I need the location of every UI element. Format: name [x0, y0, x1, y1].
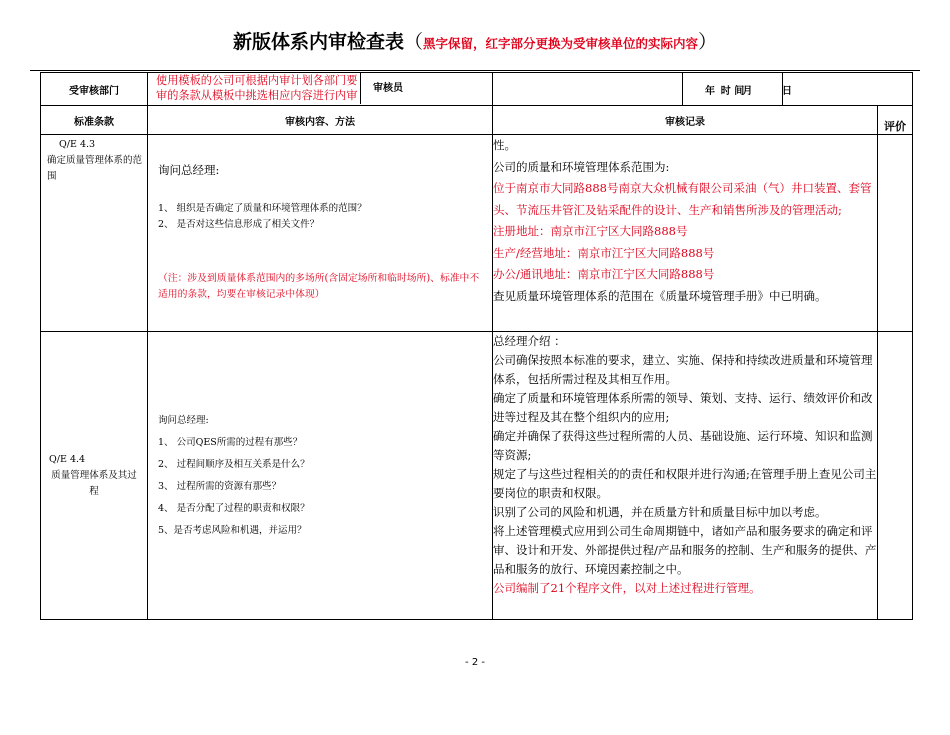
dept-value[interactable] [148, 73, 493, 106]
record-line: 规定了与这些过程相关的的责任和权限并进行沟通;在管理手册上查见公司主要岗位的职责和权限。 [493, 467, 877, 500]
record-line: 公司编制了21个程序文件，以对上述过程进行管理。 [493, 581, 761, 595]
record-cell[interactable] [493, 332, 878, 620]
record-line: 总经理介绍 ： [493, 334, 566, 348]
list-item: 3、 过程所需的资源有那些？ [158, 480, 282, 492]
top-rule [30, 70, 920, 71]
eval-cell[interactable] [878, 135, 913, 332]
record-line: 将上述管理模式应用到公司生命周期链中，诸如产品和服务要求的确定和评审、设计和开发、外部提供过程/产品和服务的控制、生产和服务的提供、产品和服务的放行、环境因素控制之中。 [493, 524, 877, 576]
date-month: 月 [742, 85, 753, 97]
date-year: 年 [705, 85, 715, 97]
note-text: （注：涉及到质量体系范围内的多场所(含固定场所和临时场所)、标准中不适用的条款，均要在审核记录中体现） [158, 273, 480, 300]
clause-code: Q/E 4.4 [49, 453, 86, 465]
record-line: 查见质量环境管理体系的范围在《质量环境管理手册》中已明确。 [493, 288, 827, 303]
clause-cell [41, 332, 148, 620]
date-day: 日 [781, 85, 792, 97]
auditor-value[interactable] [493, 73, 683, 106]
col-content: 审核内容、方法 [148, 106, 493, 135]
list-item: 1、 公司QES所需的过程有那些？ [158, 436, 303, 448]
list-item: 5、是否考虑风险和机遇，并运用？ [158, 524, 307, 536]
ask-line: 询问总经理: [158, 414, 209, 426]
table-row [41, 332, 913, 620]
col-record: 审核记录 [493, 106, 878, 135]
record-line: 性。 [493, 138, 516, 152]
record-line: 识别了公司的风险和机遇，并在质量方针和质量目标中加以考虑。 [493, 505, 827, 519]
clause-cell [41, 135, 148, 332]
time-label: 时 间 [683, 73, 783, 106]
audit-checklist-table [40, 72, 913, 620]
ask-line: 询问总经理: [158, 163, 220, 177]
page-number: - 2 - [465, 657, 485, 668]
title-open-paren: （ [403, 31, 423, 53]
list-item: 2、 是否对这些信息形成了相关文件？ [158, 219, 320, 230]
title-main: 新版体系内审检查表 [232, 31, 404, 53]
dept-value-line1: 使用模板的公司可根据内审计划各部门要 [156, 74, 358, 87]
dept-value-line2: 审的条款从模板中挑选相应内容进行内审 [156, 89, 358, 102]
record-line: 确定了质量和环境管理体系所需的领导、策划、支持、运行、绩效评价和改进等过程及其在整个组织内的应用; [493, 391, 873, 424]
record-line: 位于南京市大同路888号南京大众机械有限公司采油（气）井口装置、套管头、节流压井管汇及钻采配件的设计、生产和销售所涉及的管理活动; [493, 181, 872, 217]
record-line: 注册地址：南京市江宁区大同路888号 [493, 224, 688, 238]
record-line: 公司的质量和环境管理体系范围为: [493, 159, 670, 174]
list-item: 1、 组织是否确定了质量和环境管理体系的范围？ [158, 203, 367, 214]
clause-name: 确定质量管理体系的范围 [47, 155, 143, 182]
record-line: 生产/经营地址：南京市江宁区大同路888号 [493, 245, 715, 260]
eval-cell[interactable] [878, 332, 913, 620]
col-clause: 标准条款 [41, 106, 148, 135]
record-line: 公司确保按照本标准的要求，建立、实施、保持和持续改进质量和环境管理体系，包括所需过程及其相互作用。 [493, 353, 873, 386]
col-eval: 评价 [878, 106, 913, 135]
auditor-label: 审核员 [360, 73, 415, 104]
content-cell [148, 332, 493, 620]
header-row [41, 73, 913, 106]
title-close-paren: ） [698, 31, 718, 53]
table-row [41, 135, 913, 332]
content-cell [148, 135, 493, 332]
clause-code: Q/E 4.3 [59, 139, 96, 150]
clause-name: 质量管理体系及其过程 [51, 469, 137, 497]
dept-label: 受审核部门 [41, 73, 148, 106]
list-item: 2、 过程间顺序及相互关系是什么？ [158, 458, 310, 470]
title-note: 黑字保留，红字部分更换为受审核单位的实际内容 [423, 36, 699, 51]
column-header-row [41, 106, 913, 135]
record-cell[interactable] [493, 135, 878, 332]
record-line: 确定并确保了获得这些过程所需的人员、基础设施、运行环境、知识和监测等资源; [493, 429, 873, 462]
list-item: 4、 是否分配了过程的职责和权限？ [158, 502, 310, 514]
record-line: 办公/通讯地址：南京市江宁区大同路888号 [493, 267, 715, 281]
page-title [0, 27, 950, 54]
